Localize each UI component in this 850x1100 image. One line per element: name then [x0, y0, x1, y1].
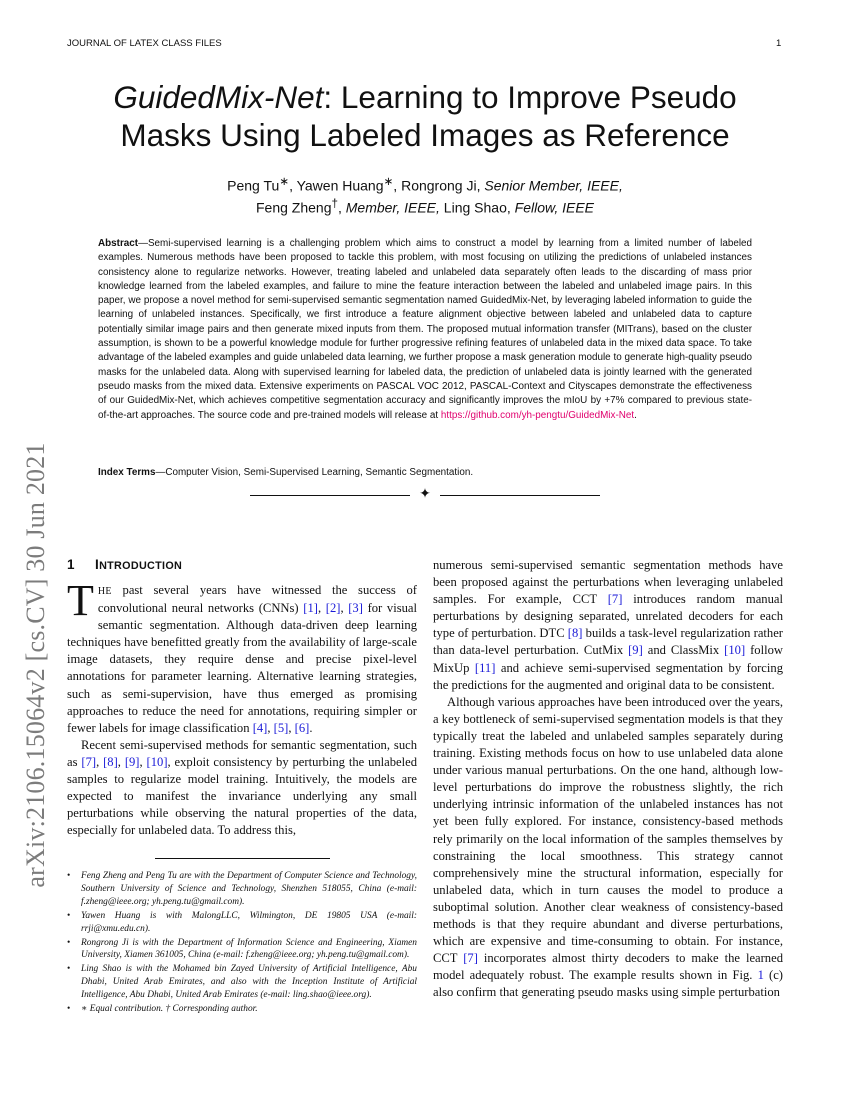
footnote-text: Feng Zheng and Peng Tu are with the Department of Computer Science and Technology, Southern University of Science and Technology, Shenzhen 518055, China (e-mail: f.zheng@ieee.org; yh.peng.tu@gmail.com). — [81, 871, 417, 907]
paragraph-text: builds a task-level regularization rather than data-level perturbation. CutMix — [433, 626, 783, 658]
paragraph-text: past several years have witnessed the success of convolutional neural networks (CNNs) — [97, 583, 417, 616]
intro-paragraph-2: Recent semi-supervised methods for semantic segmentation, such as [7], [8], [9], [10], exploit consistency by perturbing the unlabeled samples to regularize model training. Intuitively, the models are expected to manifest the invariance underlying any small perturbations while observing the natural properties of the data, especially for unlabeled data. To address this, — [67, 737, 418, 838]
paragraph-text: for visual semantic segmentation. Although data-driven deep learning techniques have benefitted greatly from the availability of large-scale image datasets, they require dense and precise pixel-level annotations for parameter learning. Alternative learning strategies, such as semi-supervision, have thus emerged as promising approaches to reduce the need for annotations, requiring simpler or fewer labels for image classification — [67, 601, 417, 735]
paragraph-text: numerous semi-supervised semantic segmentation methods have been proposed against the perturbations when leveraging unlabeled samples. For example, CCT — [433, 558, 783, 607]
index-terms — [98, 466, 752, 480]
footnote-text: ∗ Equal contribution. † Corresponding author. — [81, 1004, 258, 1015]
paragraph-text: follow MixUp — [433, 643, 783, 675]
index-terms-label: Index Terms — [98, 467, 156, 478]
title-method-name: GuidedMix-Net — [113, 79, 324, 115]
author-name: Ling Shao, — [443, 199, 511, 216]
bullet-icon: • — [67, 871, 71, 881]
citation-link[interactable]: [9] — [124, 754, 140, 769]
paragraph-text: . — [309, 720, 313, 735]
bullet-icon: • — [67, 1004, 71, 1015]
paragraph-text: introduces random manual perturbations by designing separated, unrelated decoders for each type of perturbation. DTC — [433, 592, 783, 641]
page-number: 1 — [776, 38, 782, 49]
author-name: Feng Zheng — [255, 199, 332, 216]
author-mark: † — [331, 197, 338, 211]
running-header: JOURNAL OF LATEX CLASS FILES — [67, 38, 222, 49]
footnote-item — [67, 937, 417, 963]
paper-title — [67, 78, 783, 154]
citation-link[interactable]: [7] — [463, 951, 478, 966]
citation-link[interactable]: [7] — [607, 592, 623, 607]
citation-link[interactable]: [11] — [474, 660, 496, 675]
bullet-icon: • — [67, 937, 71, 948]
footnote-item — [67, 870, 417, 909]
author-name: Yawen Huang — [296, 177, 384, 194]
abstract-text: —Semi-supervised learning is a challenging problem which aims to construct a model by learning from a limited number of labeled examples. Numerous methods have been proposed to tackle this problem, with most focusing on utilizing the predictions of unlabeled instances consistency alone to regularize networks. However, treating labeled and unlabeled data separately often leads to the discarding of mass prior knowledge learned from the labeled examples, and failure to mine the feature interaction between the labeled and unlabeled image pairs. In this paper, we propose a novel method for semi-supervised semantic segmentation named GuidedMix-Net, by leveraging labeled information to guide the learning of unlabeled instances. Specifically, we first introduce a feature alignment objective between labeled and unlabeled data to capture potentially similar image pairs and then generate mixed inputs from them. The proposed mutual information transfer (MITrans), based on the cluster assumption, is shown to be a powerful knowledge module for further progressive refining features of unlabeled data in the mixed data space. To take advantage of the labeled examples and guide unlabeled data learning, we further propose a mask generation module to generate high-quality pseudo masks for the unlabeled data. Along with supervised learning for labeled data, the prediction of unlabeled data is jointly learned with the generated pseudo masks from the mixed data. Extensive experiments on PASCAL VOC 2012, PASCAL-Context and Cityscapes demonstrate the effectiveness of our GuidedMix-Net, which achieves competitive segmentation accuracy and significantly improves the mIoU by +7% compared to previous state-of-the-art approaches. The source code and pre-trained models will release at — [98, 238, 752, 421]
bullet-icon: • — [67, 910, 71, 921]
title-line1-rest: : Learning to Improve Pseudo — [323, 79, 737, 115]
smallcaps-lead: HE — [97, 586, 112, 597]
paragraph-text: (c) also confirm that generating pseudo masks using simple perturbation — [433, 968, 783, 1000]
author-name: Rongrong Ji, — [401, 177, 481, 194]
author-list: Peng Tu∗, Yawen Huang∗, Rongrong Ji, Senior Member, IEEE, Feng Zheng†, Member, IEEE, Ling Shao, Fellow, IEEE — [227, 175, 623, 216]
code-link[interactable]: https://github.com/yh-pengtu/GuidedMix-Net — [440, 409, 635, 421]
section-title-initial: I — [95, 557, 100, 572]
section-heading — [67, 557, 182, 572]
citation-link[interactable]: [4] — [252, 720, 268, 735]
author-role: Fellow, IEEE — [514, 199, 595, 216]
abstract-end: . — [634, 409, 637, 421]
paragraph-text: and achieve semi-supervised segmentation by forcing the predictions for the augmented and original data to be consistent. — [433, 660, 783, 692]
abstract — [98, 237, 752, 423]
citation-link[interactable]: [5] — [273, 720, 289, 735]
left-column — [67, 576, 418, 839]
paragraph-text: and ClassMix — [642, 643, 725, 658]
arxiv-stamp: arXiv:2106.15064v2 [cs.CV] 30 Jun 2021 — [21, 442, 50, 888]
intro-paragraph-3 — [433, 557, 783, 694]
footnote-text: Yawen Huang is with MalongLLC, Wilmington, DE 19805 USA (e-mail: rrji@xmu.edu.cn). — [81, 910, 417, 934]
index-terms-text: —Computer Vision, Semi-Supervised Learning, Semantic Segmentation. — [155, 467, 474, 478]
paragraph-text: , exploit consistency by perturbing the unlabeled samples to regularize model training. Intuitively, the models are expected to manifest the invariance underlying any small perturbations while observing the natural properties of the data, especially for unlabeled data. To address this, — [67, 754, 418, 838]
section-number: 1 — [67, 557, 75, 572]
citation-link[interactable]: [8] — [567, 626, 583, 641]
citation-link[interactable]: [8] — [103, 754, 118, 769]
divider-diamond-icon: ✦ — [419, 487, 431, 502]
footnote-text: Ling Shao is with the Mohamed bin Zayed University of Artificial Intelligence, Abu Dhabi, United Arab Emirates, and also with the Inception Institute of Artificial Intelligence, Abu Dhabi, United Arab Emirates (e-mail: ling.shao@ieee.org). — [81, 964, 417, 1001]
intro-paragraph-1: THE past several years have witnessed the success of convolutional neural networks (CNNs) [1], [2], [3] for visual semantic segmentation. Although data-driven deep learning techniques have benefitted greatly from the availability of large-scale image datasets, they require dense and precise pixel-level annotations for parameter learning. Alternative learning strategies, such as semi-supervision, have thus emerged as promising approaches to reduce the need for annotations, requiring simpler or fewer labels for image classification [4], [5], [6]. — [67, 576, 417, 735]
section-title-rest: NTRODUCTION — [99, 560, 183, 572]
author-role: Senior Member, IEEE, — [484, 177, 623, 194]
footnotes — [67, 870, 417, 1017]
citation-link[interactable]: [1] — [303, 601, 318, 616]
citation-link[interactable]: [2] — [325, 601, 341, 616]
divider-line-right — [440, 495, 600, 496]
right-column — [433, 557, 783, 1001]
citation-link[interactable]: [7] — [81, 754, 97, 769]
paragraph-text: incorporates almost thirty decoders to make the learned model adequately robust. The example results shown in Fig. — [433, 951, 783, 983]
figure-link[interactable]: 1 — [757, 968, 764, 983]
abstract-label: Abstract — [98, 238, 139, 249]
paragraph-text: Although various approaches have been introduced over the years, a key bottleneck of semi-supervised segmentation models is that they typically treat the labeled and unlabeled samples separately during training. Existing methods focus on how to use unlabeled data alone under various manual perturbations. On the one hand, although low-level perturbations do improve the robustness slightly, the rich underlying intrinsic information of the unlabeled instances has not yet been fully explored. For instance, consistency-based methods rely primarily on the local information of the samples themselves by constraining the local smoothness. This strategy cannot comprehensively mine the structural information, especially for unlabeled data, which in turn causes the model to produce a suboptimal solution. Another clear weakness of consistency-based methods is that they require abundant and diverse perturbations, which are expensive and time-consuming to obtain. For instance, CCT — [433, 694, 783, 966]
footnote-item — [67, 963, 417, 1002]
citation-link[interactable]: [10] — [724, 643, 746, 658]
author-role: Member, IEEE, — [345, 199, 440, 216]
divider-line-left — [250, 495, 410, 496]
footnote-rule — [155, 858, 330, 859]
footnote-item — [67, 910, 417, 936]
footnote-text: Rongrong Ji is with the Department of Information Science and Engineering, Xiamen University, Xiamen 361005, China (e-mail: f.zheng@ieee.org; yh.peng.tu@gmail.com). — [81, 937, 417, 961]
footnote-item — [67, 1003, 417, 1016]
citation-link[interactable]: [10] — [146, 754, 168, 769]
citation-link[interactable]: [6] — [294, 720, 310, 735]
bullet-icon: • — [67, 964, 71, 975]
citation-link[interactable]: [3] — [348, 601, 363, 616]
citation-link[interactable]: [9] — [628, 643, 643, 658]
section-divider — [250, 486, 600, 506]
author-mark: ∗ — [383, 175, 394, 188]
author-mark: ∗ — [279, 175, 290, 188]
author-name: Peng Tu — [227, 177, 280, 194]
intro-paragraph-4 — [433, 694, 783, 1002]
paragraph-text: Recent semi-supervised methods for semantic segmentation, such as — [67, 737, 417, 769]
title-line2: Masks Using Labeled Images as Reference — [120, 117, 730, 153]
drop-cap: T — [67, 576, 94, 625]
